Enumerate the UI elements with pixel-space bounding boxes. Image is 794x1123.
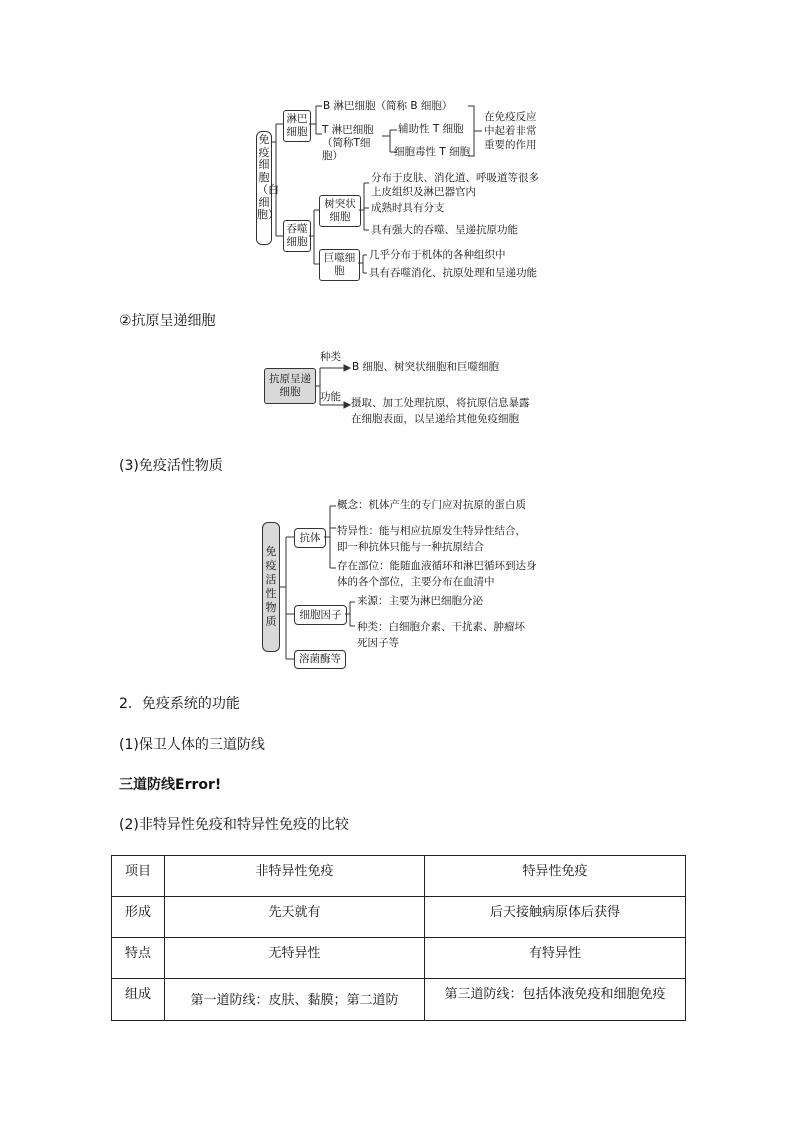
table-header-cell: 项目: [112, 856, 165, 897]
t-lymphocyte-label: T 淋巴细胞（简称T细胞）: [322, 124, 374, 162]
table-cell: 特点: [112, 938, 165, 979]
dendritic-item-3: 具有强大的吞噬、呈递抗原功能: [371, 224, 518, 236]
b-lymphocyte-label: B 淋巴细胞（简称 B 细胞）: [323, 100, 453, 112]
table-cell: 有特异性: [425, 938, 686, 979]
table-cell: 无特异性: [165, 938, 425, 979]
table-header-cell: 非特异性免疫: [165, 856, 425, 897]
node-lymphocyte: 淋巴细胞: [283, 110, 311, 142]
table-row: [112, 938, 686, 979]
antibody-concept: 概念：机体产生的专门应对抗原的蛋白质: [337, 499, 526, 511]
macrophage-item-2: 具有吞噬消化、抗原处理和呈递功能: [369, 267, 537, 279]
node-macrophage: 巨噬细胞: [319, 249, 360, 281]
dendritic-item-2: 成熟时具有分支: [371, 202, 445, 214]
table-cell: 组成: [112, 979, 165, 1021]
kind-text: B 细胞、树突状细胞和巨噬细胞: [352, 361, 500, 373]
table-cell: 先天就有: [165, 897, 425, 938]
heading-immune-active-substances: (3)免疫活性物质: [119, 458, 223, 474]
node-antibody: 抗体: [294, 528, 326, 548]
cytokine-source: 来源：主要为淋巴细胞分泌: [357, 595, 483, 607]
root-node-immune-cells: 免疫细胞（白细胞）: [256, 131, 272, 245]
macrophage-item-1: 几乎分布于机体的各种组织中: [369, 249, 506, 261]
dendritic-item-1: 分布于皮肤、消化道、呼吸道等很多上皮组织及淋巴器官内: [371, 172, 539, 198]
antibody-specificity: 特异性：能与相应抗原发生特异性结合，即一种抗体只能与一种抗原结合: [337, 525, 526, 553]
heading-antigen-presenting-cells: ②抗原呈递细胞: [119, 313, 216, 329]
table-cell: 形成: [112, 897, 165, 938]
helper-t-cell-label: 辅助性 T 细胞: [398, 123, 464, 135]
table-cell: 第一道防线：皮肤、黏膜；第二道防: [165, 979, 425, 1021]
cytokine-kinds: 种类：白细胞介素、干扰素、肿瘤坏死因子等: [357, 621, 525, 649]
table-cell: 后天接触病原体后获得: [425, 897, 686, 938]
subheading-comparison: (2)非特异性免疫和特异性免疫的比较: [119, 817, 349, 833]
table-cell: 第三道防线：包括体液免疫和细胞免疫: [425, 979, 686, 1021]
table-row: [112, 979, 686, 1021]
table-header-row: [112, 856, 686, 897]
comparison-table: [111, 855, 686, 1021]
node-phagocyte: 吞噬细胞: [283, 220, 311, 252]
node-active-substance-root: 免疫活性物质: [262, 522, 280, 652]
table-header-cell: 特异性免疫: [425, 856, 686, 897]
subheading-three-lines-of-defense: (1)保卫人体的三道防线: [119, 737, 265, 753]
node-cytokine: 细胞因子: [294, 605, 347, 625]
kind-label: 种类: [320, 351, 341, 363]
cytotoxic-t-cell-label: 细胞毒性 T 细胞: [394, 146, 471, 158]
error-line: 三道防线Error!: [119, 777, 222, 793]
antibody-location: 存在部位：能随血液循环和淋巴循环到达身体的各个部位，主要分布在血清中: [337, 560, 537, 588]
function-text: 摄取、加工处理抗原，将抗原信息暴露在细胞表面，以呈递给其他免疫细胞: [351, 397, 530, 425]
section-heading-immune-function: 2．免疫系统的功能: [119, 696, 240, 712]
function-label: 功能: [320, 391, 341, 403]
node-apc-root: 抗原呈递细胞: [264, 368, 316, 404]
node-dendritic-cell: 树突状细胞: [319, 195, 361, 227]
table-row: [112, 897, 686, 938]
node-lysozyme: 溶菌酶等: [294, 650, 346, 669]
lymphocyte-note: 在免疫反应中起着非常重要的作用: [484, 111, 537, 151]
